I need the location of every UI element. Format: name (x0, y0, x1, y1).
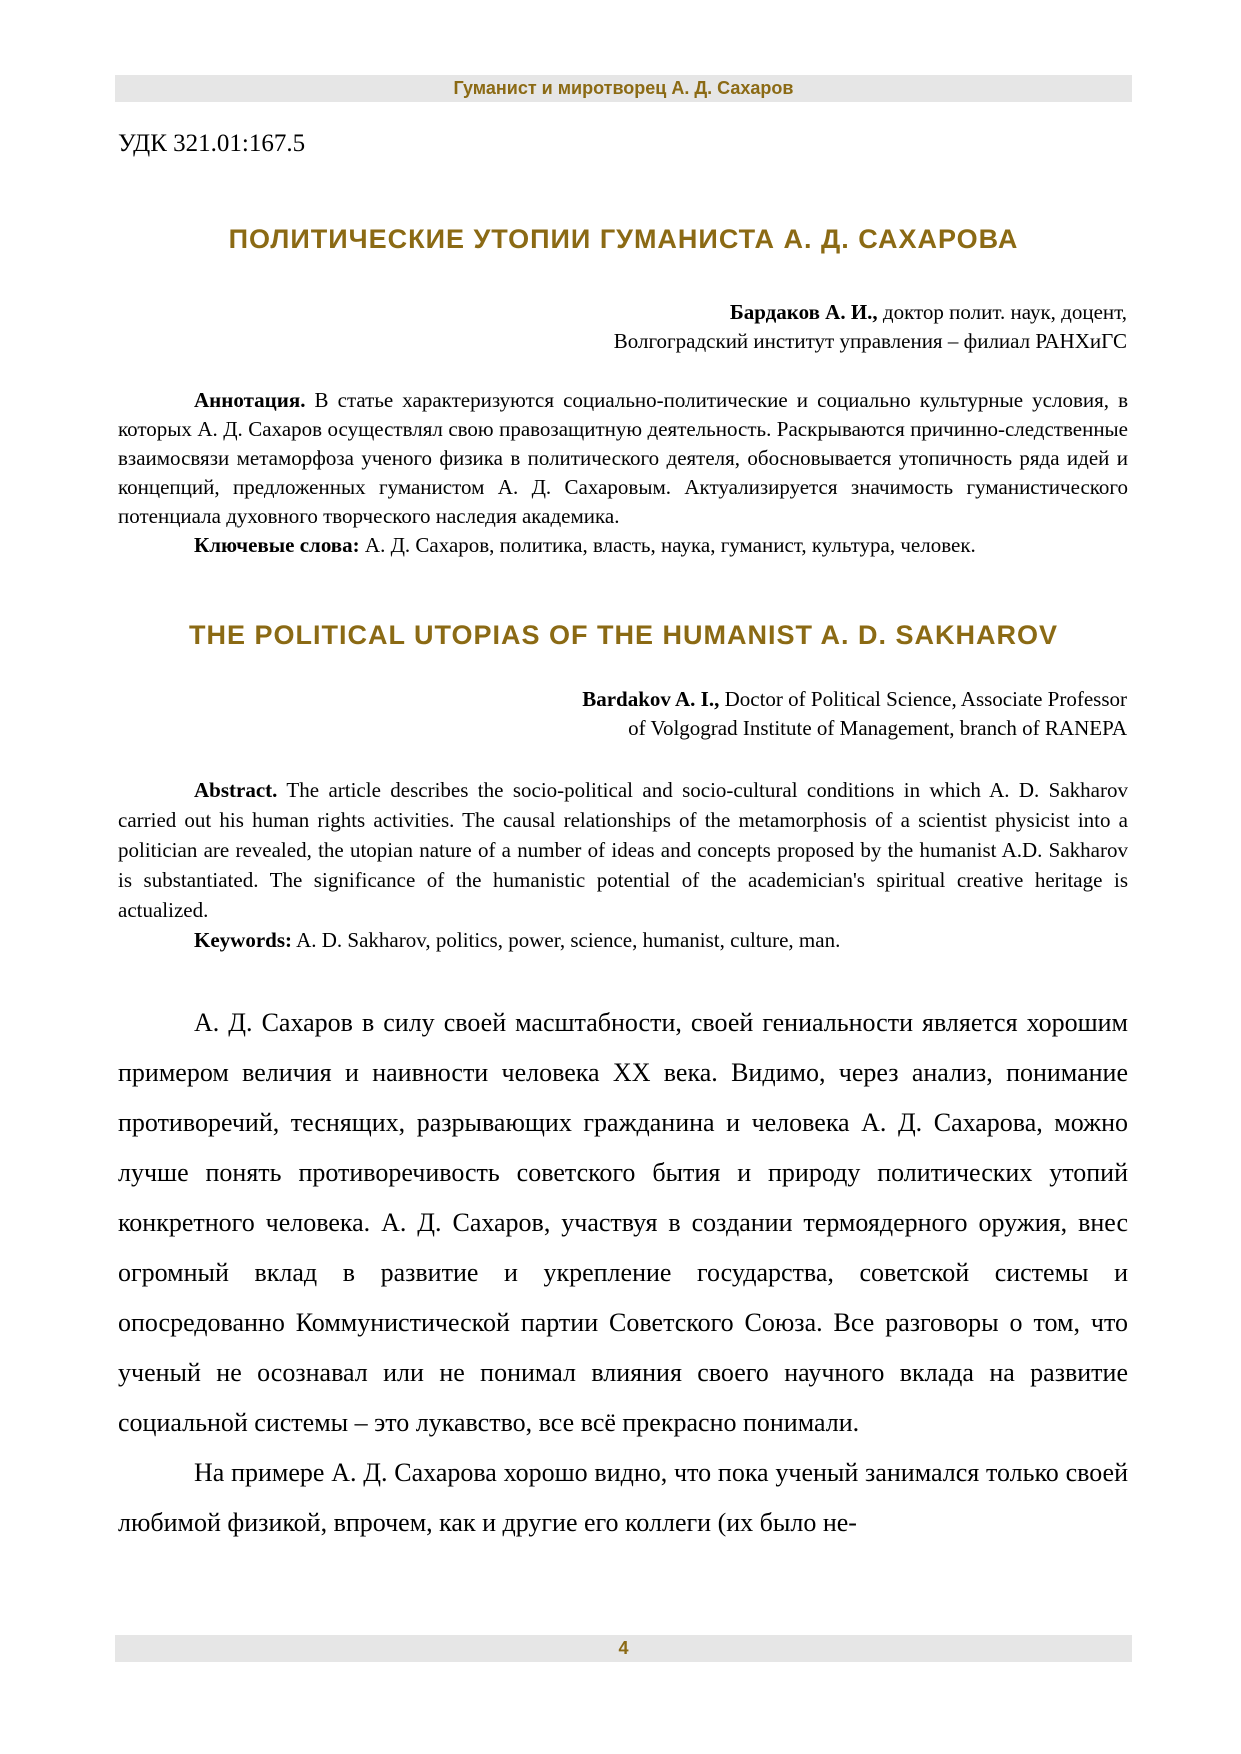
keywords-text-ru: А. Д. Сахаров, политика, власть, наука, гуманист, культура, человек. (359, 533, 976, 557)
keywords-ru (118, 531, 1128, 560)
article-body (118, 998, 1128, 1548)
article-title-en: THE POLITICAL UTOPIAS OF THE HUMANIST A. D. SAKHAROV (188, 620, 1059, 650)
keywords-text-en: A. D. Sakharov, politics, power, science, humanist, culture, man. (292, 928, 841, 952)
abstract-label-ru: Аннотация. (194, 388, 306, 412)
author-block-ru (115, 298, 1127, 356)
author-line-ru (115, 298, 1127, 327)
abstract-block-en (118, 775, 1128, 955)
author-name-en: Bardakov A. I., (582, 687, 720, 711)
running-header: Гуманист и миротворец А. Д. Сахаров (115, 75, 1132, 102)
udc-code: УДК 321.01:167.5 (118, 130, 306, 157)
abstract-ru (118, 386, 1128, 531)
author-affiliation-en: of Volgograd Institute of Management, branch of RANEPA (628, 716, 1127, 740)
article-title-ru: ПОЛИТИЧЕСКИЕ УТОПИИ ГУМАНИСТА А. Д. САХАРОВА (228, 224, 1019, 254)
abstract-en (118, 775, 1128, 925)
abstract-label-en: Abstract. (194, 778, 278, 802)
author-degree-ru: доктор полит. наук, доцент, (877, 300, 1127, 324)
author-affiliation-ru: Волгоградский институт управления – филиал РАНХиГС (613, 329, 1127, 353)
keywords-en (118, 925, 1128, 955)
page-number: 4 (115, 1635, 1132, 1662)
author-line-en (115, 685, 1127, 714)
body-paragraph-2: На примере А. Д. Сахарова хорошо видно, что пока ученый занимался только своей любимой физикой, впрочем, как и другие его коллеги (их было не- (118, 1458, 1128, 1537)
abstract-block-ru (118, 386, 1128, 560)
keywords-label-ru: Ключевые слова: (194, 533, 360, 557)
keywords-label-en: Keywords: (194, 928, 292, 952)
author-name-ru: Бардаков А. И., (729, 300, 878, 324)
abstract-text-en: The article describes the socio-political and socio-cultural conditions in which A. D. Sakharov carried out his human rights activities. The causal relationships of the metamorphosis of a scientist physicist into a politician are revealed, the utopian nature of a number of ideas and concepts proposed by the humanist A.D. Sakharov is substantiated. The significance of the humanistic potential of the academician's spiritual creative heritage is actualized. (118, 778, 1128, 922)
author-block-en (115, 685, 1127, 743)
body-paragraph-1: А. Д. Сахаров в силу своей масштабности, своей гениальности является хорошим примером величия и наивности человека XX века. Видимо, через анализ, понимание противоречий, теснящих, разрывающих гражданина и человека А. Д. Сахарова, можно лучше понять противоречивость советского бытия и природу политических утопий конкретного человека. А. Д. Сахаров, участвуя в создании термоядерного оружия, внес огромный вклад в развитие и укрепление государства, советской системы и опосредованно Коммунистической партии Советского Союза. Все разговоры о том, что ученый не осознавал или не понимал влияния своего научного вклада на развитие социальной системы – это лукавство, все всё прекрасно понимали. (118, 1008, 1128, 1437)
author-degree-en: Doctor of Political Science, Associate Professor (719, 687, 1127, 711)
abstract-text-ru: В статье характеризуются социально-политические и социально культурные условия, в которых А. Д. Сахаров осуществлял свою правозащитную деятельность. Раскрываются причинно-следственные взаимосвязи метаморфоза ученого физика в политического деятеля, обосновывается утопичность ряда идей и концепций, предложенных гуманистом А. Д. Сахаровым. Актуализируется значимость гуманистического потенциала духовного творческого наследия академика. (118, 388, 1128, 528)
